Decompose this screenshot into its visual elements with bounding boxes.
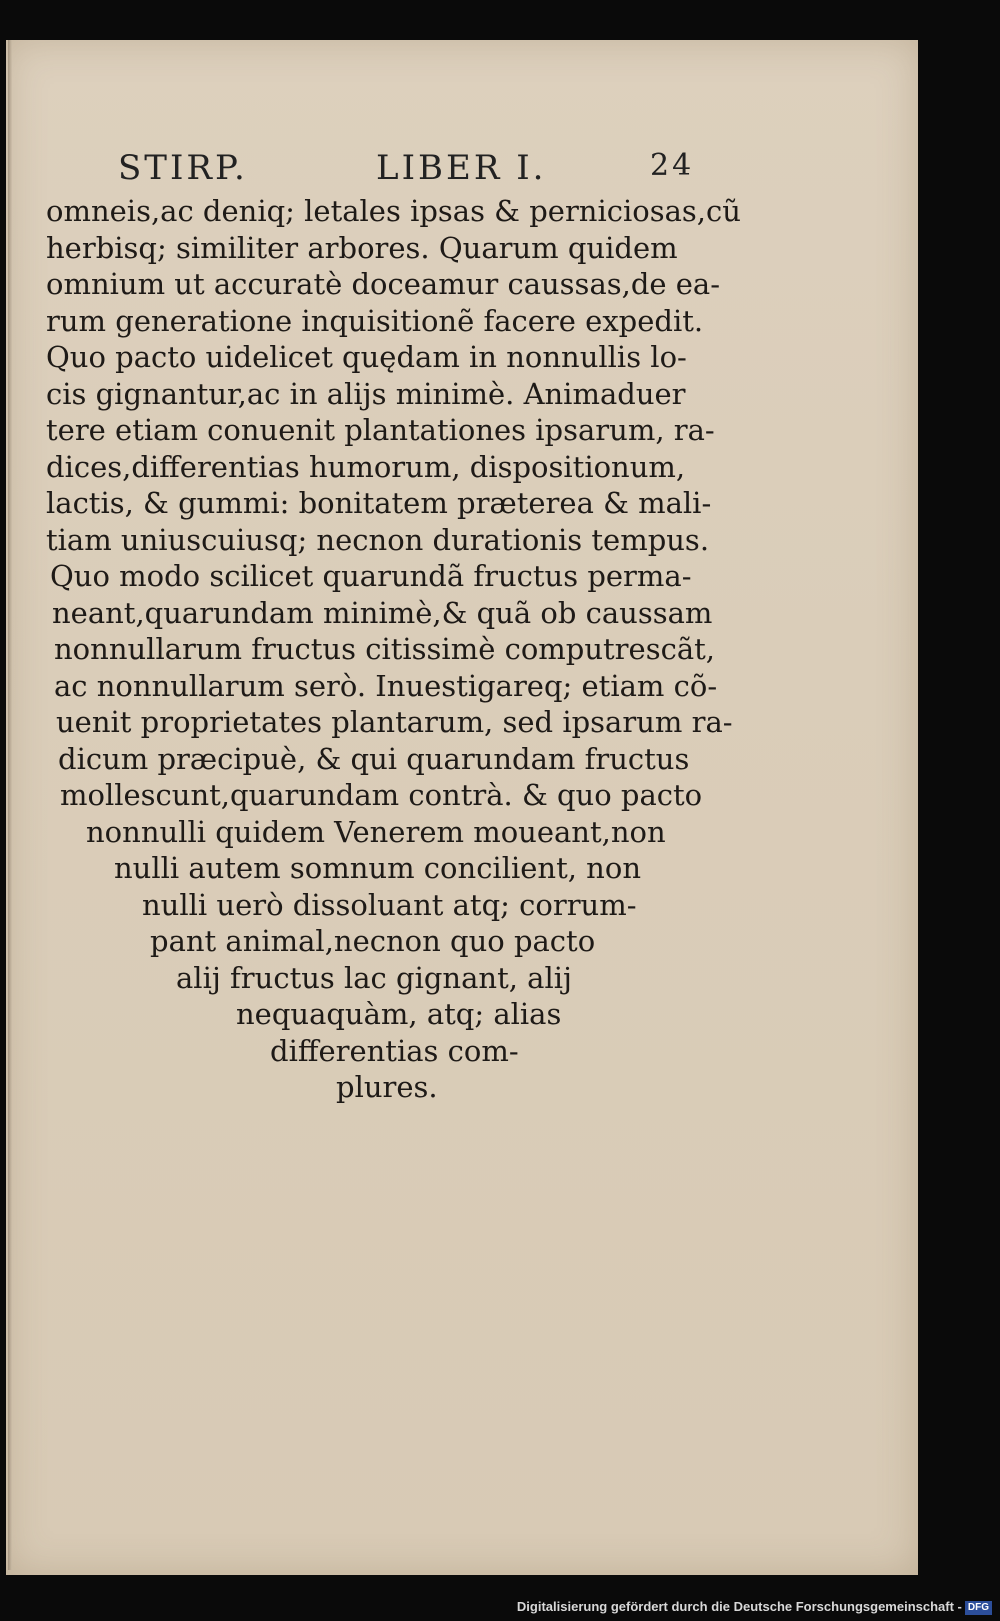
text-line: herbisq; similiter arbores. Quarum quidem [46, 231, 678, 265]
credit-text: Digitalisierung gefördert durch die Deutsche Forschungsgemeinschaft - [516, 1599, 962, 1614]
text-line: cis gignantur,ac in alijs minimè. Animaduer [46, 377, 686, 411]
text-line: nonnulli quidem Venerem moueant,non [86, 815, 666, 849]
text-line: alij fructus lac gignant, alij [176, 961, 572, 995]
text-line: Quo pacto uidelicet quędam in nonnullis lo- [46, 340, 687, 374]
text-line: omnium ut accuratè doceamur caussas,de ea- [46, 267, 721, 301]
text-line: tiam uniuscuiusq; necnon durationis tempus. [46, 523, 710, 557]
text-line: uenit proprietates plantarum, sed ipsarum ra- [56, 705, 733, 739]
running-head [0, 148, 1000, 188]
page-edge-shadow [8, 40, 12, 1570]
text-line: nulli autem somnum concilient, non [114, 851, 641, 885]
text-line: dices,differentias humorum, dispositionum, [46, 450, 686, 484]
text-line: plures. [336, 1070, 438, 1104]
text-line: dicum præcipuè, & qui quarundam fructus [58, 742, 690, 776]
text-line: differentias com- [270, 1034, 519, 1068]
running-head-title: STIRP. [118, 148, 248, 188]
text-line: rum generatione inquisitionẽ facere expedit. [46, 304, 704, 338]
text-line: ac nonnullarum serò. Inuestigareq; etiam cõ- [54, 669, 718, 703]
digitization-credit [517, 1597, 992, 1617]
text-line: nonnullarum fructus citissimè computrescãt, [54, 632, 715, 666]
text-line: neant,quarundam minimè,& quã ob caussam [52, 596, 713, 630]
running-head-book: LIBER I. [376, 148, 547, 188]
text-line: nulli uerò dissoluant atq; corrum- [142, 888, 637, 922]
dfg-logo: DFG [965, 1601, 992, 1615]
text-line: mollescunt,quarundam contrà. & quo pacto [60, 778, 703, 812]
text-line: lactis, & gummi: bonitatem præterea & mali- [46, 486, 712, 520]
page-number: 24 [650, 148, 695, 183]
text-line: omneis,ac deniq; letales ipsas & perniciosas,cũ [46, 194, 741, 228]
text-line: nequaquàm, atq; alias [236, 997, 562, 1031]
text-line: pant animal,necnon quo pacto [150, 924, 596, 958]
text-line: Quo modo scilicet quarundã fructus perma- [50, 559, 692, 593]
text-line: tere etiam conuenit plantationes ipsarum, ra- [46, 413, 715, 447]
